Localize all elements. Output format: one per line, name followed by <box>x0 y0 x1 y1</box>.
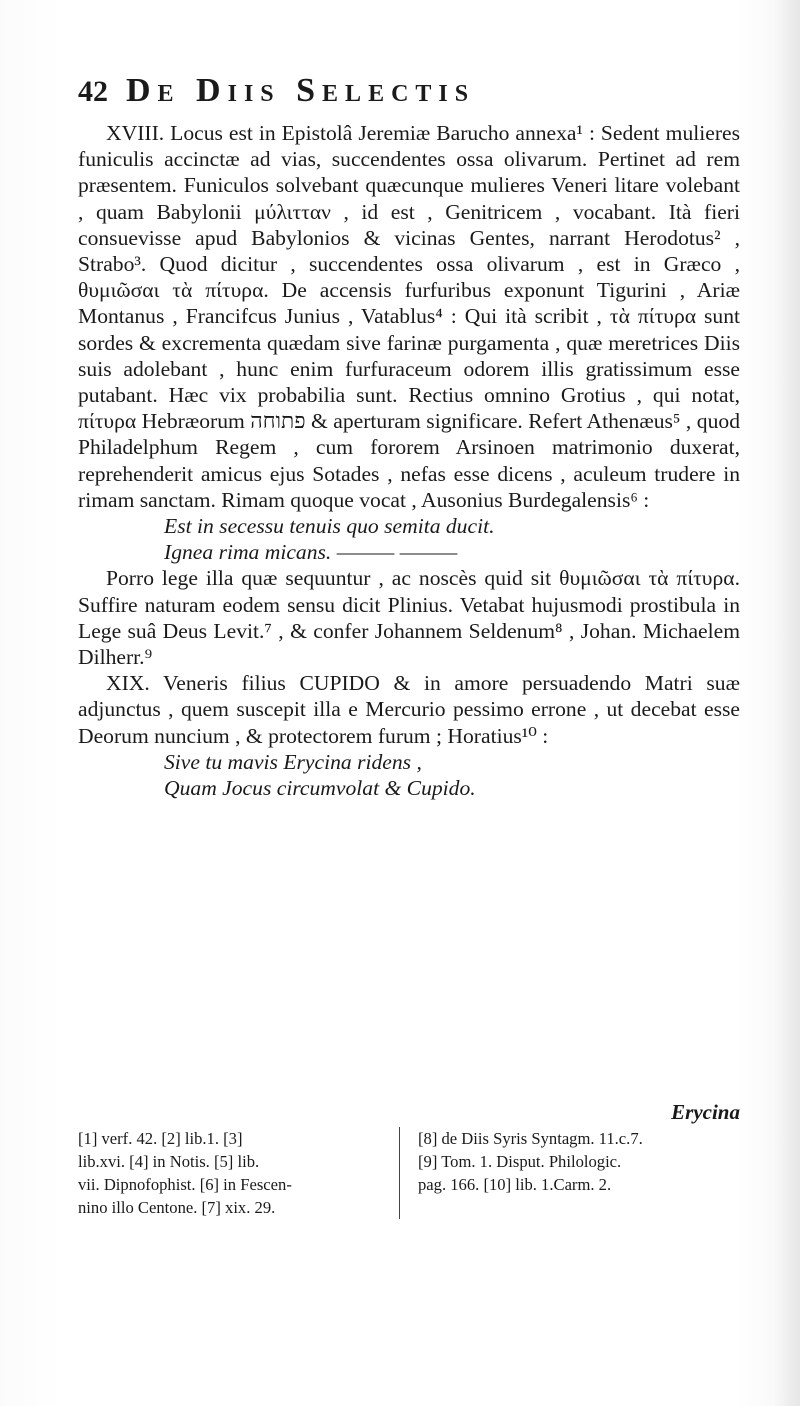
footnote-line: [9] Tom. 1. Disput. Philologic. <box>418 1152 622 1171</box>
catchword: Erycina <box>671 1100 740 1124</box>
verse-horatius-line-2: Quam Jocus circumvolat & Cupido. <box>164 776 476 801</box>
footnote-line: lib.xvi. [4] in Notis. [5] lib. <box>78 1152 260 1171</box>
footnote-line: pag. 166. [10] lib. 1.Carm. 2. <box>418 1175 612 1194</box>
verse-ausonius-line-2: Ignea rima micans. ——— ——— <box>164 540 458 565</box>
footnote-line: nino illo Centone. [7] xix. 29. <box>78 1198 276 1217</box>
footnote-line: [8] de Diis Syris Syntagm. 11.c.7. <box>418 1129 643 1148</box>
verse-horatius-line-1: Sive tu mavis Erycina ridens , <box>164 749 422 774</box>
body-text <box>78 120 740 801</box>
paragraph-porro: Porro lege illa quæ sequuntur , ac noscès quid sit θυμιῶσαι τὰ πίτυρα. Suffire naturam eodem sensu dicit Plinius. Vetabat hujusmodi prostibula in Lege suâ Deus Levit.⁷ , & confer Johannem Seldenum⁸ , Johan. Michaelem Dilherr.⁹ <box>78 566 740 670</box>
paragraph-xviii: XVIII. Locus est in Epistolâ Jeremiæ Barucho annexa¹ : Sedent mulieres funiculis accinctæ ad vias, succendentes ossa olivarum. Pertinet ad rem præsentem. Funiculos solvebant quæcunque mulieres Veneri litare volebant , quam Babylonii μύλιτταν , id est , Genitricem , vocabant. Ità fieri consuevisse apud Babylonios & vicinas Gentes, narrant Herodotus² , Strabo³. Quod dicitur , succendentes ossa olivarum , est in Græco , θυμιῶσαι τὰ πίτυρα. De accensis furfuribus exponunt Tigurini , Ariæ Montanus , Francifcus Junius , Vatablus⁴ : Qui ità scribit , τὰ πίτυρα sunt sordes & excrementa quædam sive farinæ purgamenta , quæ meretrices Diis suis adolebant , hunc enim furfuraceum odorem illis gratissimum esse putabant. Hæc vix probabilia sunt. Rectius omnino Grotius , qui notat, πίτυρα Hebræorum פתוחה & aperturam significare. Refert Athenæus⁵ , quod Philadelphum Regem , cum fororem Arsinoen matrimonio duxerat, reprehenderit amicus ejus Sotades , nefas esse dicens , aculeum trudere in rimam sanctam. Rimam quoque vocat , Ausonius Burdegalensis⁶ : <box>78 121 740 512</box>
footnotes-left-column <box>78 1127 400 1219</box>
footnote-line: [1] verf. 42. [2] lib.1. [3] <box>78 1129 243 1148</box>
page-header <box>78 72 718 112</box>
verse-ausonius-line-1: Est in secessu tenuis quo semita ducit. <box>164 514 495 539</box>
footnote-line: vii. Dipnofophist. [6] in Fescen- <box>78 1175 292 1194</box>
running-title: De Diis Selectis <box>126 72 476 109</box>
page-number: 42 <box>78 75 108 108</box>
footnotes-right-column <box>418 1127 740 1219</box>
page-edge-shadow <box>774 0 800 1406</box>
footnotes <box>78 1127 740 1219</box>
paragraph-xix: XIX. Veneris filius CUPIDO & in amore persuadendo Matri suæ adjunctus , quem suscepit illa e Mercurio pessimo errone , ut decebat esse Deorum nuncium , & protectorem furum ; Horatius¹⁰ : <box>78 671 740 748</box>
